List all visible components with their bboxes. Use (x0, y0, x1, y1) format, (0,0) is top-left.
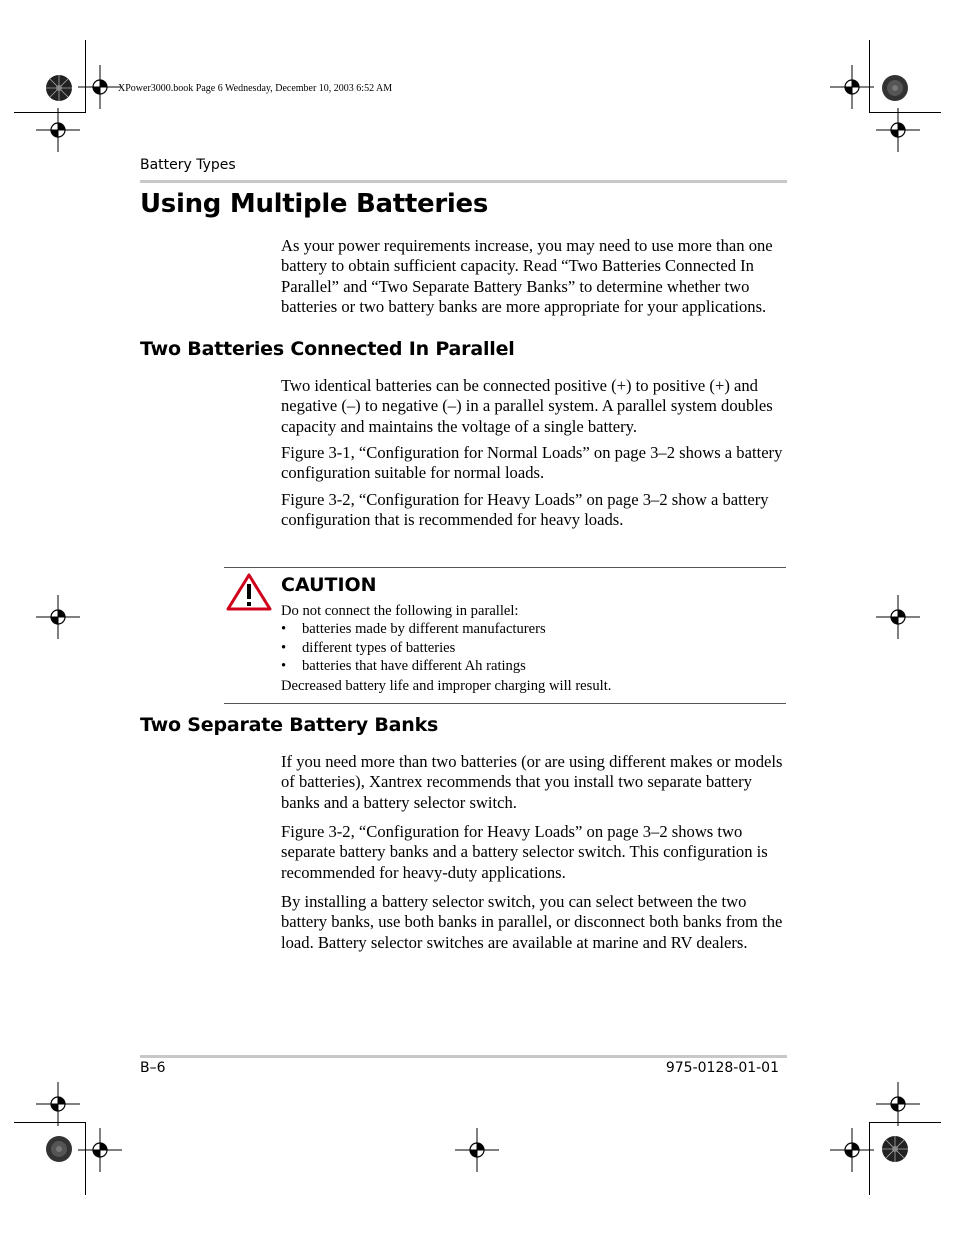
caution-item: batteries made by different manufacturers (302, 621, 546, 637)
intro-paragraph: As your power requirements increase, you may need to use more than one battery to obtain sufficient capacity. Read “Two Batteries Connected In Parallel” and “Two Separate Battery Banks” to determine whether two batteries or two battery banks are more appropriate for your applications. (281, 236, 773, 317)
caution-outro: Decreased battery life and improper charging will result. (281, 678, 612, 694)
caution-top-rule (224, 567, 786, 568)
section-heading-banks: Two Separate Battery Banks (140, 714, 439, 736)
paragraph: Figure 3-1, “Configuration for Normal Loads” on page 3–2 shows a battery configuration suitable for normal loads. (281, 443, 783, 483)
section-heading-parallel: Two Batteries Connected In Parallel (140, 338, 515, 360)
caution-intro: Do not connect the following in parallel: (281, 603, 519, 619)
page-number: B–6 (140, 1060, 166, 1076)
paragraph: Figure 3-2, “Configuration for Heavy Loads” on page 3–2 shows two separate battery banks and a battery selector switch. This configuration is recommended for heavy-duty applications. (281, 822, 768, 882)
warning-triangle-icon (226, 573, 272, 611)
color-wheel-mark-icon (45, 1135, 73, 1163)
paragraph: Figure 3-2, “Configuration for Heavy Loads” on page 3–2 show a battery configuration that is recommended for heavy loads. (281, 490, 769, 530)
registration-mark-icon (455, 1128, 499, 1172)
bullet-icon: • (281, 621, 287, 637)
paragraph: If you need more than two batteries (or are using different makes or models of batteries), Xantrex recommends that you install two separate battery banks and a battery selector switch. (281, 752, 783, 812)
registration-mark-icon (876, 1082, 920, 1126)
registration-mark-icon (36, 1082, 80, 1126)
registration-mark-icon (830, 65, 874, 109)
registration-mark-icon (78, 1128, 122, 1172)
print-info: XPower3000.book Page 6 Wednesday, December 10, 2003 6:52 AM (118, 83, 393, 94)
paragraph: Two identical batteries can be connected positive (+) to positive (+) and negative (–) to negative (–) in a parallel system. A parallel system doubles capacity and maintains the voltage of a single battery. (281, 376, 773, 436)
registration-mark-icon (36, 108, 80, 152)
bullet-icon: • (281, 640, 287, 656)
registration-mark-icon (830, 1128, 874, 1172)
header-rule (140, 180, 787, 183)
registration-mark-icon (36, 595, 80, 639)
bullet-icon: • (281, 658, 287, 674)
registration-mark-icon (876, 595, 920, 639)
registration-mark-icon (78, 65, 122, 109)
running-head: Battery Types (140, 157, 236, 173)
footer-rule (140, 1055, 787, 1058)
caution-title: CAUTION (281, 574, 377, 596)
color-wheel-mark-icon (881, 1135, 909, 1163)
paragraph: By installing a battery selector switch, you can select between the two battery banks, use both banks in parallel, or disconnect both banks from the load. Battery selector switches are available at marine and RV dealers. (281, 892, 783, 952)
caution-bottom-rule (224, 703, 786, 704)
color-wheel-mark-icon (45, 74, 73, 102)
color-wheel-mark-icon (881, 74, 909, 102)
registration-mark-icon (876, 108, 920, 152)
page-title: Using Multiple Batteries (140, 189, 489, 219)
caution-item: different types of batteries (302, 640, 456, 656)
document-number: 975-0128-01-01 (665, 1060, 779, 1076)
caution-item: batteries that have different Ah ratings (302, 658, 526, 674)
